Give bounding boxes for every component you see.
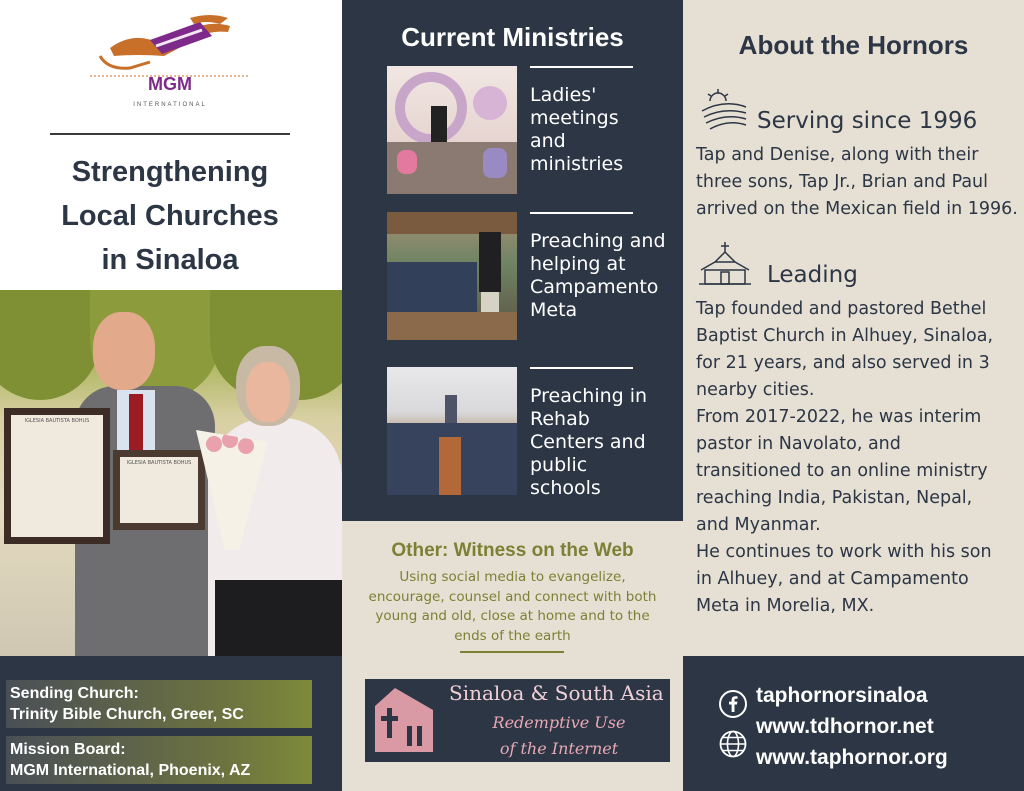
ladies-meeting-photo [387, 66, 517, 194]
divider [530, 212, 633, 214]
ministry-text [530, 230, 675, 322]
website-link-taphornor[interactable]: www.taphornor.org [756, 746, 948, 769]
facebook-icon [719, 690, 747, 718]
leading-text [696, 296, 1018, 620]
sending-church-value: Trinity Bible Church, Greer, SC [10, 706, 244, 723]
divider [530, 66, 633, 68]
curtain [0, 290, 100, 400]
ministry-line: meetings [530, 107, 619, 129]
left-column [0, 0, 342, 791]
woman-face [246, 362, 290, 422]
leading-heading: Leading [767, 262, 858, 288]
ministry-line: Campamento [530, 276, 659, 298]
other-line: young and old, close at home and to the [375, 608, 650, 624]
ministries-title: Current Ministries [401, 22, 624, 52]
certificate-title: IGLESIA BAUTISTA BOHUS [126, 460, 192, 466]
divider [460, 651, 564, 653]
other-text [362, 568, 663, 646]
serving-line: arrived on the Mexican field in 1996. [696, 199, 1018, 219]
serving-line: three sons, Tap Jr., Brian and Paul [696, 172, 989, 192]
middle-column [342, 0, 683, 791]
other-line: ends of the earth [454, 627, 571, 644]
campamento-photo [387, 212, 517, 340]
globe-icon [719, 730, 747, 758]
ministry-line: Preaching and [530, 230, 666, 252]
tagline-line: Strengthening [71, 156, 269, 188]
divider [530, 367, 633, 369]
ministry-line: Preaching in [530, 385, 648, 407]
ministry-line: Centers and [530, 431, 646, 453]
logo-subtitle: INTERNATIONAL [133, 102, 207, 108]
mgm-logo [90, 10, 250, 112]
ministry-line: Ladies' [530, 84, 597, 106]
mission-board-value: MGM International, Phoenix, AZ [10, 762, 251, 779]
hands-bible-icon [90, 10, 250, 80]
other-line: Using social media to evangelize, [399, 569, 626, 585]
leading-line: transitioned to an online ministry [696, 461, 988, 481]
contact-panel [683, 656, 1024, 791]
mission-board-label: Mission Board: [10, 741, 126, 758]
website-link-tdhornor[interactable]: www.tdhornor.net [756, 715, 934, 738]
ministry-line: Meta [530, 299, 578, 321]
ministry-line: schools [530, 477, 601, 499]
serving-line: Tap and Denise, along with their [696, 145, 979, 165]
ministries-panel [342, 0, 683, 521]
ministry-line: public [530, 454, 588, 476]
leading-line: Tap founded and pastored Bethel [696, 299, 987, 319]
mission-board [6, 736, 312, 784]
ministry-text [530, 385, 675, 500]
leading-line: pastor in Navolato, and [696, 434, 901, 454]
divider [50, 133, 290, 135]
couple-photo [0, 290, 342, 656]
mountain-sun-icon [700, 85, 748, 133]
certificate-title: IGLESIA BAUTISTA BOHUS [24, 418, 90, 424]
badge-subtitle: Redemptive Use [492, 713, 626, 732]
tagline-line: Local Churches [61, 200, 279, 232]
woman-skirt [215, 580, 342, 656]
sending-info [0, 656, 342, 791]
tagline [20, 150, 320, 282]
ministry-text [530, 84, 675, 176]
leading-line: in Alhuey, and at Campamento [696, 569, 969, 589]
leading-line: nearby cities. [696, 380, 815, 400]
logo-name: MGM [148, 74, 192, 94]
badge-title: Sinaloa & South Asia [449, 681, 664, 705]
leading-line: He continues to work with his son [696, 542, 992, 562]
leading-line: for 21 years, and also served in 3 [696, 353, 990, 373]
badge-subtitle: of the Internet [499, 739, 619, 758]
ministry-line: ministries [530, 153, 624, 175]
serving-text [696, 142, 1018, 223]
leading-line: From 2017-2022, he was interim [696, 407, 982, 427]
church-cross-icon [373, 686, 435, 752]
tagline-line: in Sinaloa [101, 244, 239, 276]
sending-church [6, 680, 312, 728]
sending-church-label: Sending Church: [10, 685, 139, 702]
serving-heading: Serving since 1996 [757, 108, 978, 134]
man-head [93, 312, 155, 390]
leading-line: Baptist Church in Alhuey, Sinaloa, [696, 326, 994, 346]
rehab-center-photo [387, 367, 517, 495]
ministry-line: Rehab [530, 408, 590, 430]
certificate-small [113, 450, 205, 530]
leading-line: reaching India, Pakistan, Nepal, [696, 488, 973, 508]
other-title: Other: Witness on the Web [391, 540, 634, 561]
leading-line: Meta in Morelia, MX. [696, 596, 875, 616]
about-title: About the Hornors [738, 30, 969, 60]
right-column [683, 0, 1024, 791]
leading-line: and Myanmar. [696, 515, 821, 535]
ministry-line: and [530, 130, 566, 152]
certificate-large [4, 408, 110, 544]
other-line: encourage, counsel and connect with both [368, 588, 657, 605]
sinaloa-south-asia-badge [365, 679, 670, 762]
facebook-link[interactable]: taphornorsinaloa [756, 684, 928, 707]
ministry-line: helping at [530, 253, 626, 275]
church-icon [697, 240, 753, 286]
